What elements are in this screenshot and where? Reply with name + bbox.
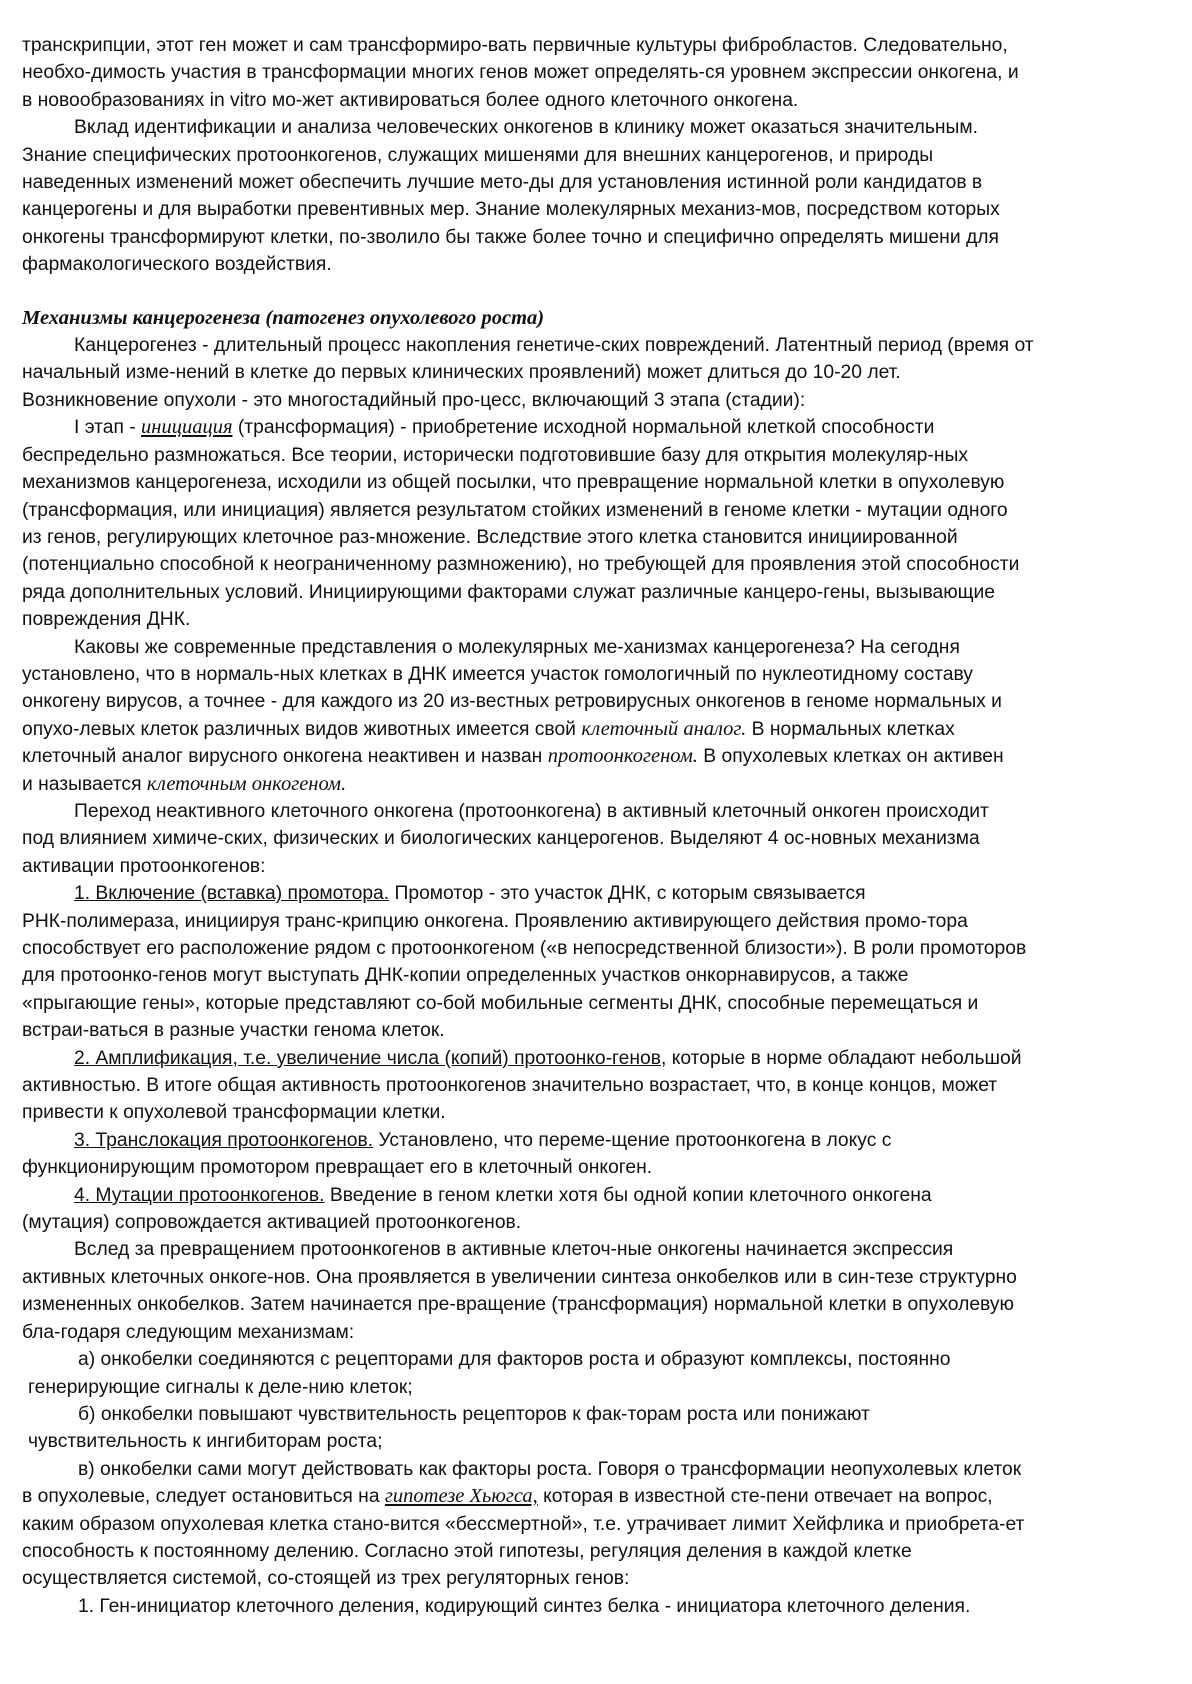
paragraph	[22, 1236, 1172, 1346]
document-page	[22, 32, 1172, 1620]
text-line	[22, 743, 1172, 770]
text-line: повреждения ДНК.	[22, 609, 191, 631]
list-item	[22, 1346, 1172, 1401]
list-item	[22, 1401, 1172, 1456]
term-cellular-analog: клеточный аналог.	[581, 717, 747, 740]
text-line: функционирующим промотором превращает его в клеточный онкоген.	[22, 1157, 653, 1179]
list-item	[22, 1456, 1172, 1593]
mechanism-item	[22, 1045, 1172, 1127]
text-line	[22, 1483, 1172, 1510]
text-line	[22, 1127, 1172, 1154]
section-heading: Механизмы канцерогенеза (патогенез опухолевого роста)	[22, 306, 545, 329]
paragraph-gap	[22, 279, 1172, 305]
paragraph	[22, 414, 1172, 633]
text-line: из генов, регулирующих клеточное раз-множение. Вследствие этого клетка становится инициированной	[22, 526, 958, 548]
text-line: ряда дополнительных условий. Инициирующими факторами служат различные канцеро-гены, вызывающие	[22, 581, 996, 603]
text-line: Вслед за превращением протоонкогенов в активные клеточ-ные онкогены начинается экспрессия	[74, 1239, 954, 1261]
text-line: Возникновение опухоли - это многостадийный про-цесс, включающий 3 этапа (стадии):	[22, 389, 806, 411]
text-line: «прыгающие гены», которые представляют со-бой мобильные сегменты ДНК, способные перемещаться и	[22, 992, 979, 1014]
text-line	[22, 1045, 1172, 1072]
mechanism-item	[22, 880, 1172, 1044]
text-span: I этап -	[74, 417, 142, 439]
text-line: Переход неактивного клеточного онкогена (протоонкогена) в активный клеточный онкоген происходит	[74, 800, 989, 822]
text-line: в) онкобелки сами могут действовать как факторы роста. Говоря о трансформации неопухолевых клеток	[78, 1458, 1022, 1480]
text-span: Промотор - это участок ДНК, с которым связывается	[389, 883, 866, 905]
mechanism-item	[22, 1127, 1172, 1182]
text-line: в новообразованиях in vitro мо-жет активироваться более одного клеточного онкогена.	[22, 89, 799, 111]
text-span: которая в известной сте-пени отвечает на вопрос,	[537, 1486, 993, 1508]
term-protooncogene: протоонкогеном.	[547, 745, 698, 768]
text-line: встраи-ваться в разные участки генома клеток.	[22, 1020, 445, 1042]
text-line: механизмов канцерогенеза, исходили из общей посылки, что превращение нормальной клетки в опухолевую	[22, 472, 1005, 494]
text-span: и называется	[22, 773, 147, 795]
text-line	[22, 1182, 1172, 1209]
text-line: б) онкобелки повышают чувствительность рецепторов к фак-торам роста или понижают	[78, 1403, 870, 1425]
text-line: активных клеточных онкоге-нов. Она проявляется в увеличении синтеза онкобелков или в син-тезе структурно	[22, 1266, 1017, 1288]
text-span: клеточный аналог вирусного онкогена неактивен и назван	[22, 746, 548, 768]
text-line	[22, 880, 1172, 907]
text-line: РНК-полимераза, инициируя транс-крипцию онкогена. Проявлению активирующего действия промо-тора	[22, 910, 968, 932]
text-line: онкогены трансформируют клетки, по-зволило бы также более точно и специфично определять мишени для	[22, 226, 999, 248]
list-item: 1. Ген-инициатор клеточного деления, кодирующий синтез белка - инициатора клеточного деления.	[78, 1595, 971, 1617]
text-line: (потенциально способной к неограниченному размножению), но требующей для проявления этой способности	[22, 554, 1020, 576]
text-span: в опухолевые, следует остановиться на	[22, 1486, 385, 1508]
text-line: осуществляется системой, со-стоящей из трех регуляторных генов:	[22, 1568, 630, 1590]
text-line	[22, 414, 1172, 441]
text-span: которые в норме обладают небольшой	[666, 1047, 1022, 1069]
text-line: для протоонко-генов могут выступать ДНК-копии определенных участков онкорнавирусов, а также	[22, 965, 909, 987]
mechanism-title: 3. Транслокация протоонкогенов.	[74, 1129, 374, 1151]
text-line: Знание специфических протоонкогенов, служащих мишенями для внешних канцерогенов, и природы	[22, 144, 934, 166]
text-span: Введение в геном клетки хотя бы одной копии клеточного онкогена	[324, 1184, 932, 1206]
text-line: наведенных изменений может обеспечить лучшие мето-ды для установления истинной роли кандидатов в	[22, 172, 983, 194]
paragraph	[22, 32, 1172, 114]
text-line: установлено, что в нормаль-ных клетках в ДНК имеется участок гомологичный по нуклеотидному составу	[22, 663, 973, 685]
text-line: беспредельно размножаться. Все теории, исторически подготовившие базу для открытия молекуляр-ных	[22, 444, 968, 466]
text-line: активации протоонкогенов:	[22, 855, 266, 877]
text-line: фармакологического воздействия.	[22, 254, 332, 276]
paragraph	[22, 634, 1172, 798]
text-line: Канцерогенез - длительный процесс накопления генетиче-ских повреждений. Латентный период (время от	[74, 335, 1034, 357]
mechanism-title: 2. Амплификация, т.е. увеличение числа (копий) протоонко-генов,	[74, 1047, 667, 1069]
text-line: онкогену вирусов, а точнее - для каждого из 20 из-вестных ретровирусных онкогенов в геноме нормальных и	[22, 691, 1002, 713]
mechanism-item	[22, 1182, 1172, 1237]
text-line: транскрипции, этот ген может и сам трансформиро-вать первичные культуры фибробластов. Следовательно,	[22, 35, 1008, 56]
term-initiation: инициация	[141, 416, 233, 439]
paragraph	[22, 114, 1172, 278]
text-line: под влиянием химиче-ских, физических и биологических канцерогенов. Выделяют 4 ос-новных механизма	[22, 828, 980, 850]
text-line: Каковы же современные представления о молекулярных ме-ханизмах канцерогенеза? На сегодня	[74, 636, 960, 658]
mechanism-title: 1. Включение (вставка) промотора.	[74, 883, 390, 905]
text-line: чувствительность к ингибиторам роста;	[28, 1431, 383, 1453]
text-line	[22, 771, 1172, 798]
text-line: привести к опухолевой трансформации клетки.	[22, 1102, 446, 1124]
text-line: (трансформация, или инициация) является результатом стойких изменений в геноме клетки - мутации одного	[22, 499, 1008, 521]
text-line	[22, 716, 1172, 743]
text-span: Установлено, что переме-щение протоонкогена в локус с	[373, 1129, 892, 1151]
mechanism-title: 4. Мутации протоонкогенов.	[74, 1184, 325, 1206]
paragraph	[22, 332, 1172, 414]
text-line: (мутация) сопровождается активацией протоонкогенов.	[22, 1212, 522, 1234]
text-line: способствует его расположение рядом с протоонкогеном («в непосредственной близости»). В роли промоторов	[22, 938, 1027, 959]
text-span: В опухолевых клетках он активен	[697, 746, 1004, 768]
text-line: канцерогены и для выработки превентивных мер. Знание молекулярных механиз-мов, посредством которых	[22, 199, 1000, 221]
text-line: способность к постоянному делению. Согласно этой гипотезы, регуляция деления в каждой клетке	[22, 1540, 912, 1562]
text-line: начальный изме-нений в клетке до первых клинических проявлений) может длиться до 10-20 лет.	[22, 362, 901, 384]
text-line: необхо-димость участия в трансформации многих генов может определять-ся уровнем экспрессии онкогена, и	[22, 62, 1019, 84]
text-span: опухо-левых клеток различных видов животных имеется свой	[22, 718, 582, 740]
text-line: активностью. В итоге общая активность протоонкогенов значительно возрастает, что, в конце концов, может	[22, 1075, 998, 1097]
text-line: генерирующие сигналы к деле-нию клеток;	[28, 1376, 413, 1398]
text-span: В нормальных клетках	[746, 718, 955, 740]
text-line: бла-годаря следующим механизмам:	[22, 1321, 355, 1343]
text-line: каким образом опухолевая клетка стано-вится «бессмертной», т.е. утрачивает лимит Хейфлика и приобрета-ет	[22, 1513, 1025, 1535]
text-line: а) онкобелки соединяются с рецепторами для факторов роста и образуют комплексы, постоянно	[78, 1349, 951, 1371]
term-hughes-hypothesis: гипотезе Хьюгса,	[384, 1485, 538, 1508]
text-span: (трансформация) - приобретение исходной нормальной клеткой способности	[232, 417, 935, 439]
paragraph	[22, 798, 1172, 880]
text-line: измененных онкобелков. Затем начинается пре-вращение (трансформация) нормальной клетки в опухолевую	[22, 1294, 1014, 1316]
term-cellular-oncogene: клеточным онкогеном.	[146, 772, 347, 795]
text-line: Вклад идентификации и анализа человеческих онкогенов в клинику может оказаться значительным.	[74, 117, 979, 139]
